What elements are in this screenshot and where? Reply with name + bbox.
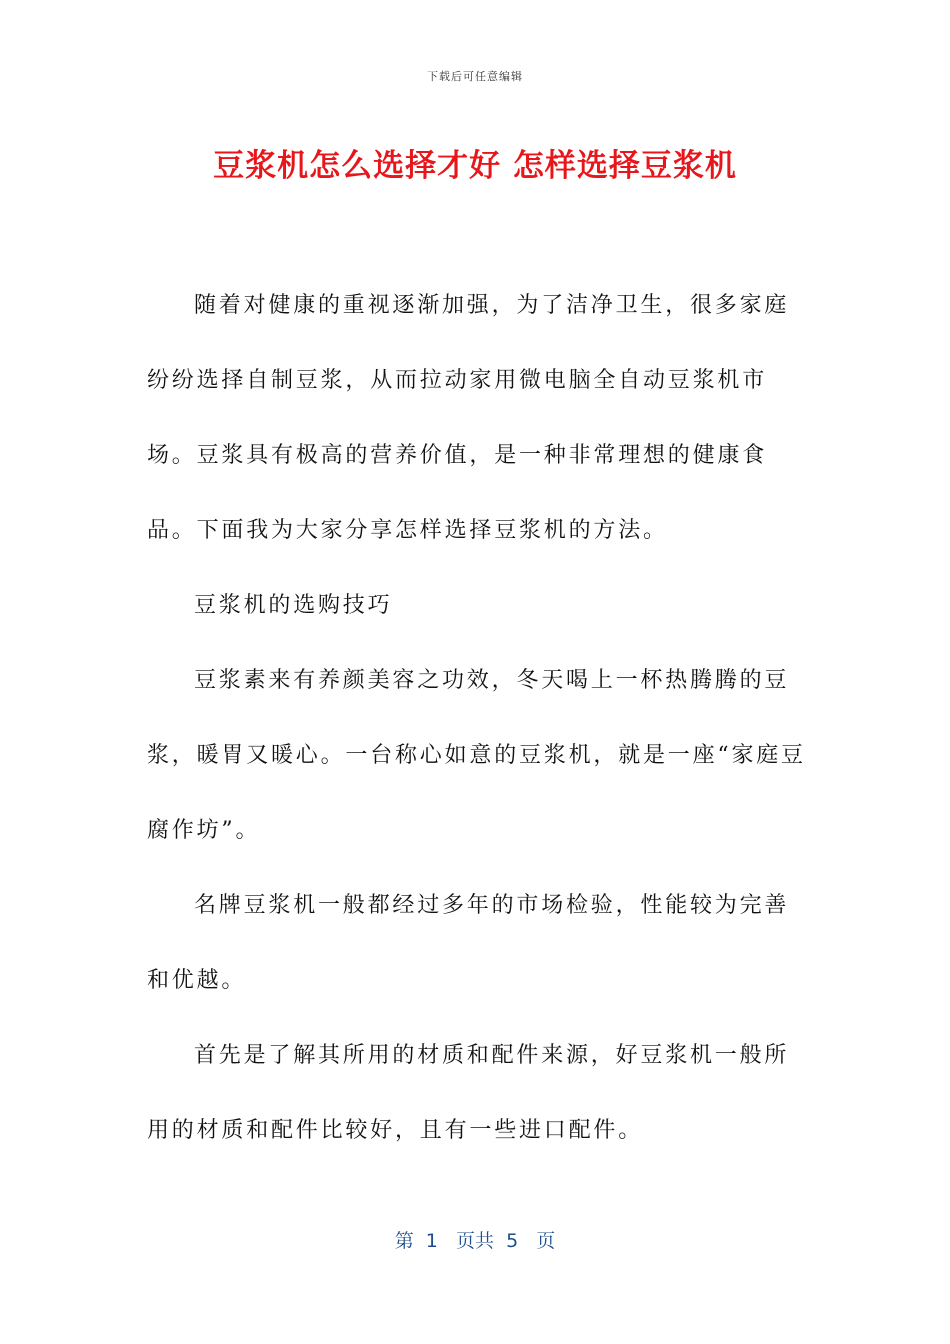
paragraph: 名牌豆浆机一般都经过多年的市场检验，性能较为完善和优越。: [147, 893, 790, 993]
paragraph: 首先是了解其所用的材质和配件来源，好豆浆机一般所用的材质和配件比较好，且有一些进口配件。: [147, 1043, 790, 1143]
paragraph-intro: 随着对健康的重视逐渐加强，为了洁净卫生，很多家庭纷纷选择自制豆浆，从而拉动家用微电脑全自动豆浆机市场。豆浆具有极高的营养价值，是一种非常理想的健康食品。下面我为大家分享怎样选择豆浆机的方法。: [147, 293, 790, 543]
document-title: 豆浆机怎么选择才好 怎样选择豆浆机: [213, 148, 737, 184]
header-note: 下载后可任意编辑: [427, 70, 523, 83]
page-footer: 第 1 页共 5 页: [394, 1230, 556, 1252]
section-heading: 豆浆机的选购技巧: [194, 593, 393, 618]
paragraph: 豆浆素来有养颜美容之功效，冬天喝上一杯热腾腾的豆浆，暖胃又暖心。一台称心如意的豆浆机，就是一座“家庭豆腐作坊”。: [147, 668, 806, 843]
document-body: [147, 268, 807, 1168]
